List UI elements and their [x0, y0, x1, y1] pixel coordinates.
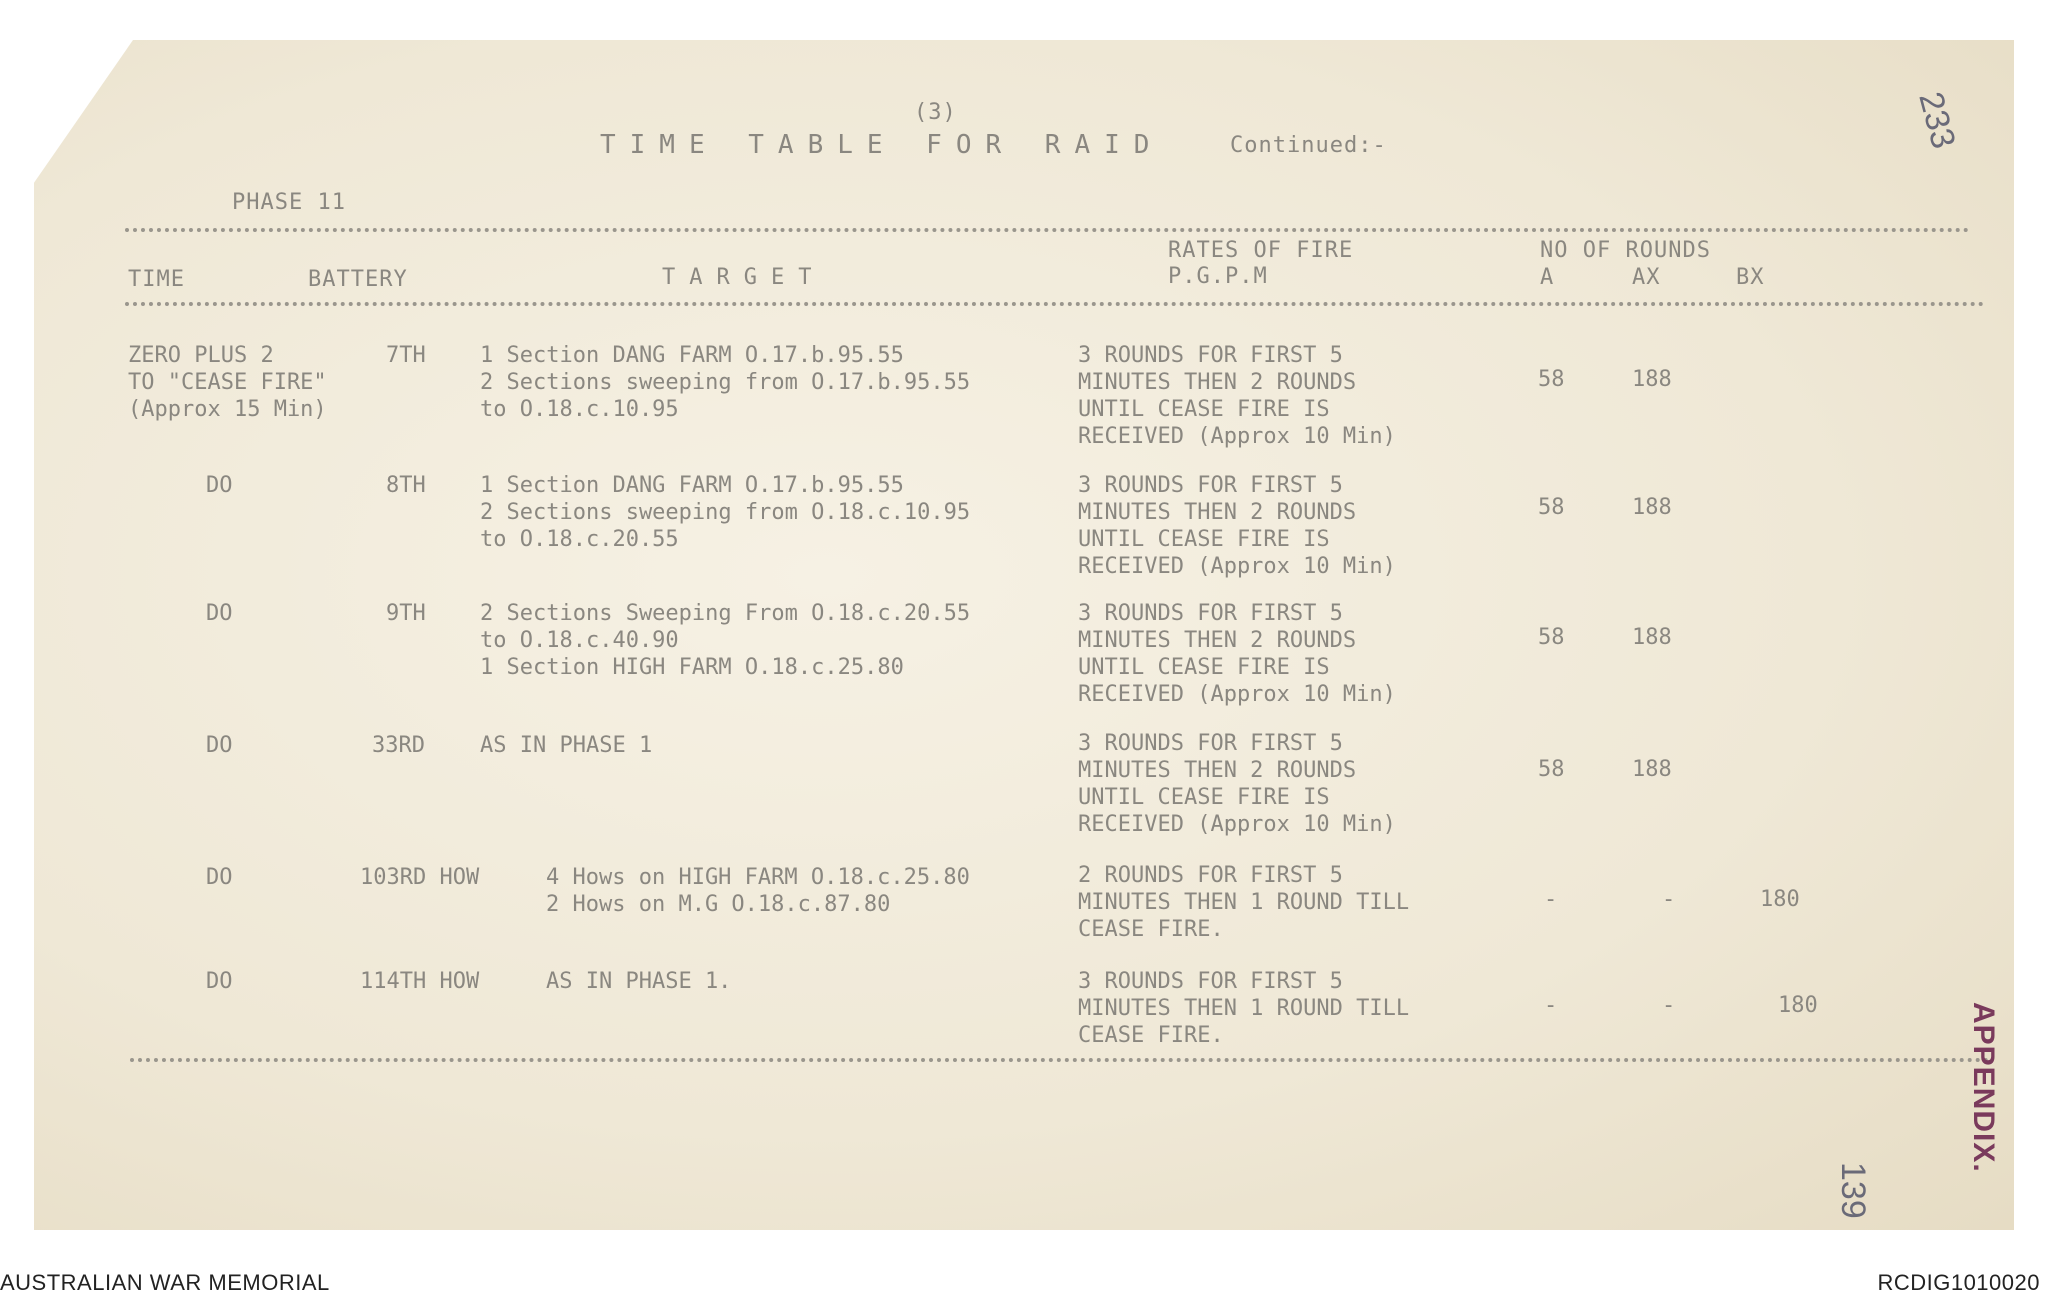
footer-institution: AUSTRALIAN WAR MEMORIAL — [0, 1270, 330, 1295]
cell-rounds-a: 58 — [1538, 367, 1565, 392]
appendix-stamp: APPENDIX. — [1967, 1002, 2000, 1173]
cell-rounds-ax: - — [1662, 993, 1676, 1018]
cell-battery: 114TH HOW — [360, 969, 480, 994]
cell-rounds-ax: 188 — [1632, 625, 1672, 650]
cell-rate-of-fire: 3 ROUNDS FOR FIRST 5 MINUTES THEN 1 ROUND TILL CEASE FIRE. — [1078, 969, 1410, 1048]
handwritten-page-number: 139 — [1834, 1162, 1872, 1219]
cell-rounds-ax: 188 — [1632, 367, 1672, 392]
page-marker: (3) — [914, 100, 957, 125]
cell-rounds-a: 58 — [1538, 757, 1565, 782]
header-rates-of-fire: RATES OF FIRE — [1168, 238, 1354, 263]
cell-target: AS IN PHASE 1 — [480, 733, 653, 758]
cell-time: DO — [206, 601, 233, 626]
cell-battery: 9TH — [386, 601, 426, 626]
document-page — [34, 40, 2014, 1230]
table-rule-bottom — [130, 1058, 1990, 1062]
cell-time: DO — [206, 473, 233, 498]
header-no-of-rounds: NO OF ROUNDS — [1540, 238, 1711, 263]
cell-battery: 103RD HOW — [360, 865, 480, 890]
cell-target: 1 Section DANG FARM O.17.b.95.55 2 Sections sweeping from O.18.c.10.95 to O.18.c.20.55 — [480, 473, 971, 552]
cell-rate-of-fire: 3 ROUNDS FOR FIRST 5 MINUTES THEN 2 ROUNDS UNTIL CEASE FIRE IS RECEIVED (Approx 10 Min) — [1078, 473, 1396, 579]
header-pgpm: P.G.P.M — [1168, 264, 1268, 289]
cell-time: ZERO PLUS 2 TO "CEASE FIRE" (Approx 15 Min) — [128, 343, 327, 422]
cell-rounds-bx: 180 — [1778, 993, 1818, 1018]
footer-record-id: RCDIG1010020 — [1877, 1270, 2040, 1295]
cell-target: AS IN PHASE 1. — [546, 969, 732, 994]
page-title: TIME TABLE FOR RAID — [600, 130, 1164, 160]
cell-rounds-ax: - — [1662, 887, 1676, 912]
cell-rounds-a: 58 — [1538, 495, 1565, 520]
header-rule-bottom — [125, 302, 1985, 306]
cell-rate-of-fire: 3 ROUNDS FOR FIRST 5 MINUTES THEN 2 ROUNDS UNTIL CEASE FIRE IS RECEIVED (Approx 10 Min) — [1078, 343, 1396, 449]
cell-target: 1 Section DANG FARM O.17.b.95.55 2 Sections sweeping from O.17.b.95.55 to O.18.c.10.95 — [480, 343, 971, 422]
cell-rounds-ax: 188 — [1632, 495, 1672, 520]
cell-target: 2 Sections Sweeping From O.18.c.20.55 to O.18.c.40.90 1 Section HIGH FARM O.18.c.25.80 — [480, 601, 971, 680]
cell-battery: 8TH — [386, 473, 426, 498]
cell-rate-of-fire: 3 ROUNDS FOR FIRST 5 MINUTES THEN 2 ROUNDS UNTIL CEASE FIRE IS RECEIVED (Approx 10 Min) — [1078, 601, 1396, 707]
header-a: A — [1540, 265, 1555, 290]
header-ax: AX — [1632, 265, 1661, 290]
cell-time: DO — [206, 733, 233, 758]
header-battery: BATTERY — [308, 267, 408, 292]
cell-time: DO — [206, 969, 233, 994]
cell-time: DO — [206, 865, 233, 890]
cell-target: 4 Hows on HIGH FARM O.18.c.25.80 2 Hows on M.G O.18.c.87.80 — [546, 865, 970, 917]
handwritten-folio-number: 233 — [1911, 88, 1963, 153]
title-suffix: Continued:- — [1230, 133, 1387, 158]
cell-rounds-ax: 188 — [1632, 757, 1672, 782]
cell-rounds-a: 58 — [1538, 625, 1565, 650]
cell-rate-of-fire: 2 ROUNDS FOR FIRST 5 MINUTES THEN 1 ROUND TILL CEASE FIRE. — [1078, 863, 1410, 942]
phase-label: PHASE 11 — [232, 190, 346, 215]
header-target: TARGET — [662, 265, 826, 290]
cell-rate-of-fire: 3 ROUNDS FOR FIRST 5 MINUTES THEN 2 ROUNDS UNTIL CEASE FIRE IS RECEIVED (Approx 10 Min) — [1078, 731, 1396, 837]
cell-rounds-a: - — [1544, 993, 1558, 1018]
cell-battery: 7TH — [386, 343, 426, 368]
header-bx: BX — [1736, 265, 1765, 290]
cell-battery: 33RD — [372, 733, 425, 758]
cell-rounds-bx: 180 — [1760, 887, 1800, 912]
cell-rounds-a: - — [1544, 887, 1558, 912]
header-time: TIME — [128, 267, 185, 292]
header-rule-top — [125, 228, 1970, 232]
